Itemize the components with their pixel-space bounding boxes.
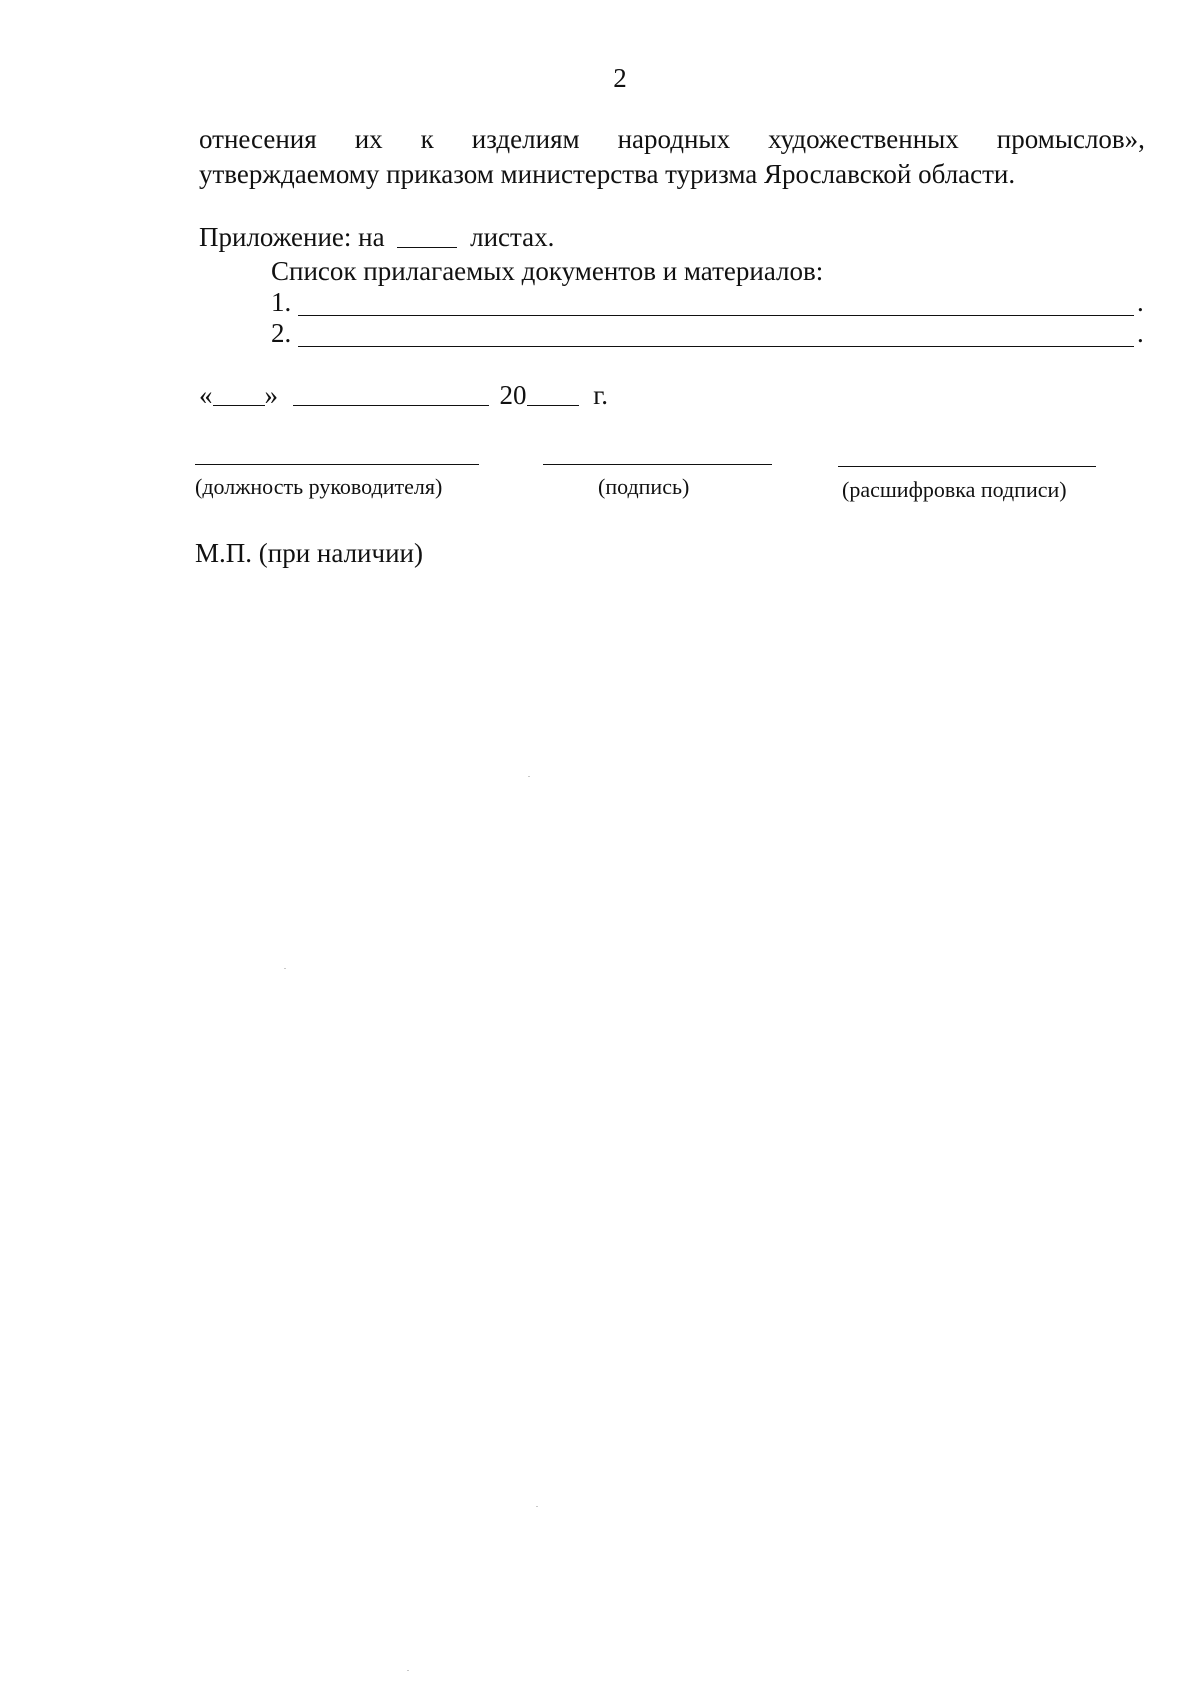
decoding-signature-line (838, 466, 1096, 467)
paragraph-word: народных (617, 124, 731, 154)
scan-speck (284, 968, 286, 969)
attachment-item-1-number: 1. (271, 287, 292, 317)
date-year-blank (527, 405, 579, 406)
paragraph-word: к (420, 124, 434, 154)
date-open-quote: « (199, 380, 213, 410)
appendix-sheets-blank (397, 247, 457, 248)
date-month-blank (293, 405, 489, 406)
position-signature-line (195, 464, 479, 465)
paragraph-word: отнесения (199, 124, 317, 154)
attachment-item-1-blank (298, 315, 1134, 316)
appendix-line (199, 222, 554, 253)
attachment-item-2-blank (298, 346, 1134, 347)
scan-speck (528, 776, 530, 777)
date-line (199, 380, 608, 411)
page-number: 2 (613, 63, 627, 93)
appendix-prefix: Приложение: на (199, 222, 385, 252)
scan-speck (407, 1670, 409, 1671)
date-year-prefix: 20 (499, 380, 527, 410)
scan-speck (536, 1506, 538, 1507)
paragraph-word: изделиям (471, 124, 580, 154)
date-close-quote: » (264, 380, 278, 410)
attachment-item-2-end: . (1137, 318, 1144, 348)
signature-caption: (подпись) (598, 474, 690, 499)
stamp-note: М.П. (при наличии) (195, 538, 423, 568)
paragraph-word: художественных (768, 124, 959, 154)
attachment-item-1-end: . (1137, 287, 1144, 317)
appendix-suffix: листах. (470, 222, 555, 252)
paragraph-line-1 (199, 124, 1145, 155)
attachment-item-2-number: 2. (271, 318, 292, 348)
signature-line (543, 464, 772, 465)
decoding-caption: (расшифровка подписи) (842, 477, 1067, 502)
paragraph-line-2: утверждаемому приказом министерства туризма Ярославской области. (199, 159, 1016, 189)
paragraph-word: промыслов», (996, 124, 1145, 154)
position-caption: (должность руководителя) (195, 474, 443, 499)
date-day-blank (213, 405, 265, 406)
paragraph-word: их (354, 124, 383, 154)
date-year-suffix: г. (593, 380, 609, 410)
attachments-list-title: Список прилагаемых документов и материалов: (271, 256, 824, 286)
